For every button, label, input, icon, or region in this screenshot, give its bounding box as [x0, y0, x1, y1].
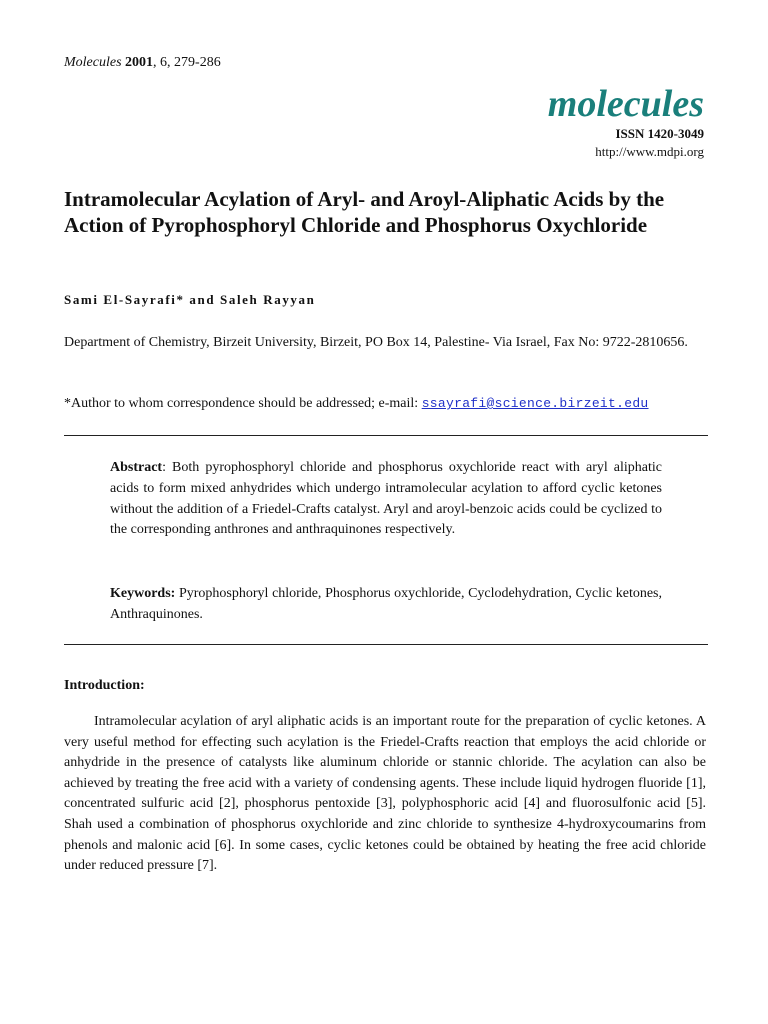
journal-url[interactable]: http://www.mdpi.org	[595, 144, 704, 159]
author-affiliation: Department of Chemistry, Birzeit University, Birzeit, PO Box 14, Palestine- Via Israel, Fax No: 9722-2810656.	[64, 335, 688, 350]
paper-authors: Sami El-Sayrafi* and Saleh Rayyan	[64, 292, 316, 307]
abstract-text: : Both pyrophosphoryl chloride and phosphorus oxychloride react with aryl aliphatic acids to form mixed anhydrides which undergo intramolecular acylation to afford cyclic ketones without the addition of a Friedel-Crafts catalyst. Aryl and aroyl-benzoic acids could be cyclized to the corresponding anthrones and anthraquinones respectively.	[110, 460, 662, 538]
top-divider	[64, 435, 708, 436]
correspondence-text: *Author to whom correspondence should be addressed; e-mail:	[64, 396, 422, 411]
introduction-paragraph: Intramolecular acylation of aryl aliphatic acids is an important route for the preparation of cyclic ketones. A very useful method for effecting such acylation is the Friedel-Crafts reaction that employs the acid chloride or anhydride in the presence of catalysts like aluminum chloride or stannic chloride. The acylation can also be achieved by treating the free acid with a variety of condensing agents. These include liquid hydrogen fluoride [1], concentrated sulfuric acid [2], phosphorus pentoxide [3], polyphosphoric acid [4] and fluorosulfonic acid [5]. Shah used a combination of phosphorus oxychloride and zinc chloride to synthesize 4-hydroxycoumarins from phenols and malonic acid [6]. In some cases, cyclic ketones could be obtained by heating the free acid chloride under reduced pressure [7].	[64, 714, 706, 874]
bottom-divider	[64, 644, 708, 645]
paper-title: Intramolecular Acylation of Aryl- and Aroyl-Aliphatic Acids by the Action of Pyrophosphoryl Chloride and Phosphorus Oxychloride	[64, 187, 665, 237]
introduction-heading: Introduction:	[64, 678, 145, 693]
citation-year: 2001	[125, 55, 154, 70]
correspondence-note	[64, 396, 649, 412]
keywords-block	[110, 584, 662, 626]
journal-brand	[548, 84, 704, 160]
email-link[interactable]: ssayrafi@science.birzeit.edu	[421, 396, 649, 411]
keywords-text: Pyrophosphoryl chloride, Phosphorus oxychloride, Cyclodehydration, Cyclic ketones, Anthraquinones.	[110, 586, 662, 622]
journal-issn: ISSN 1420-3049	[615, 126, 704, 141]
journal-logo: molecules	[547, 83, 704, 125]
citation-volume-pages: , 6, 279-286	[153, 55, 221, 70]
keywords-label: Keywords:	[110, 586, 176, 601]
abstract-label: Abstract	[110, 460, 163, 475]
abstract-block	[110, 458, 662, 541]
journal-citation	[64, 55, 221, 71]
citation-journal: Molecules	[64, 55, 122, 70]
